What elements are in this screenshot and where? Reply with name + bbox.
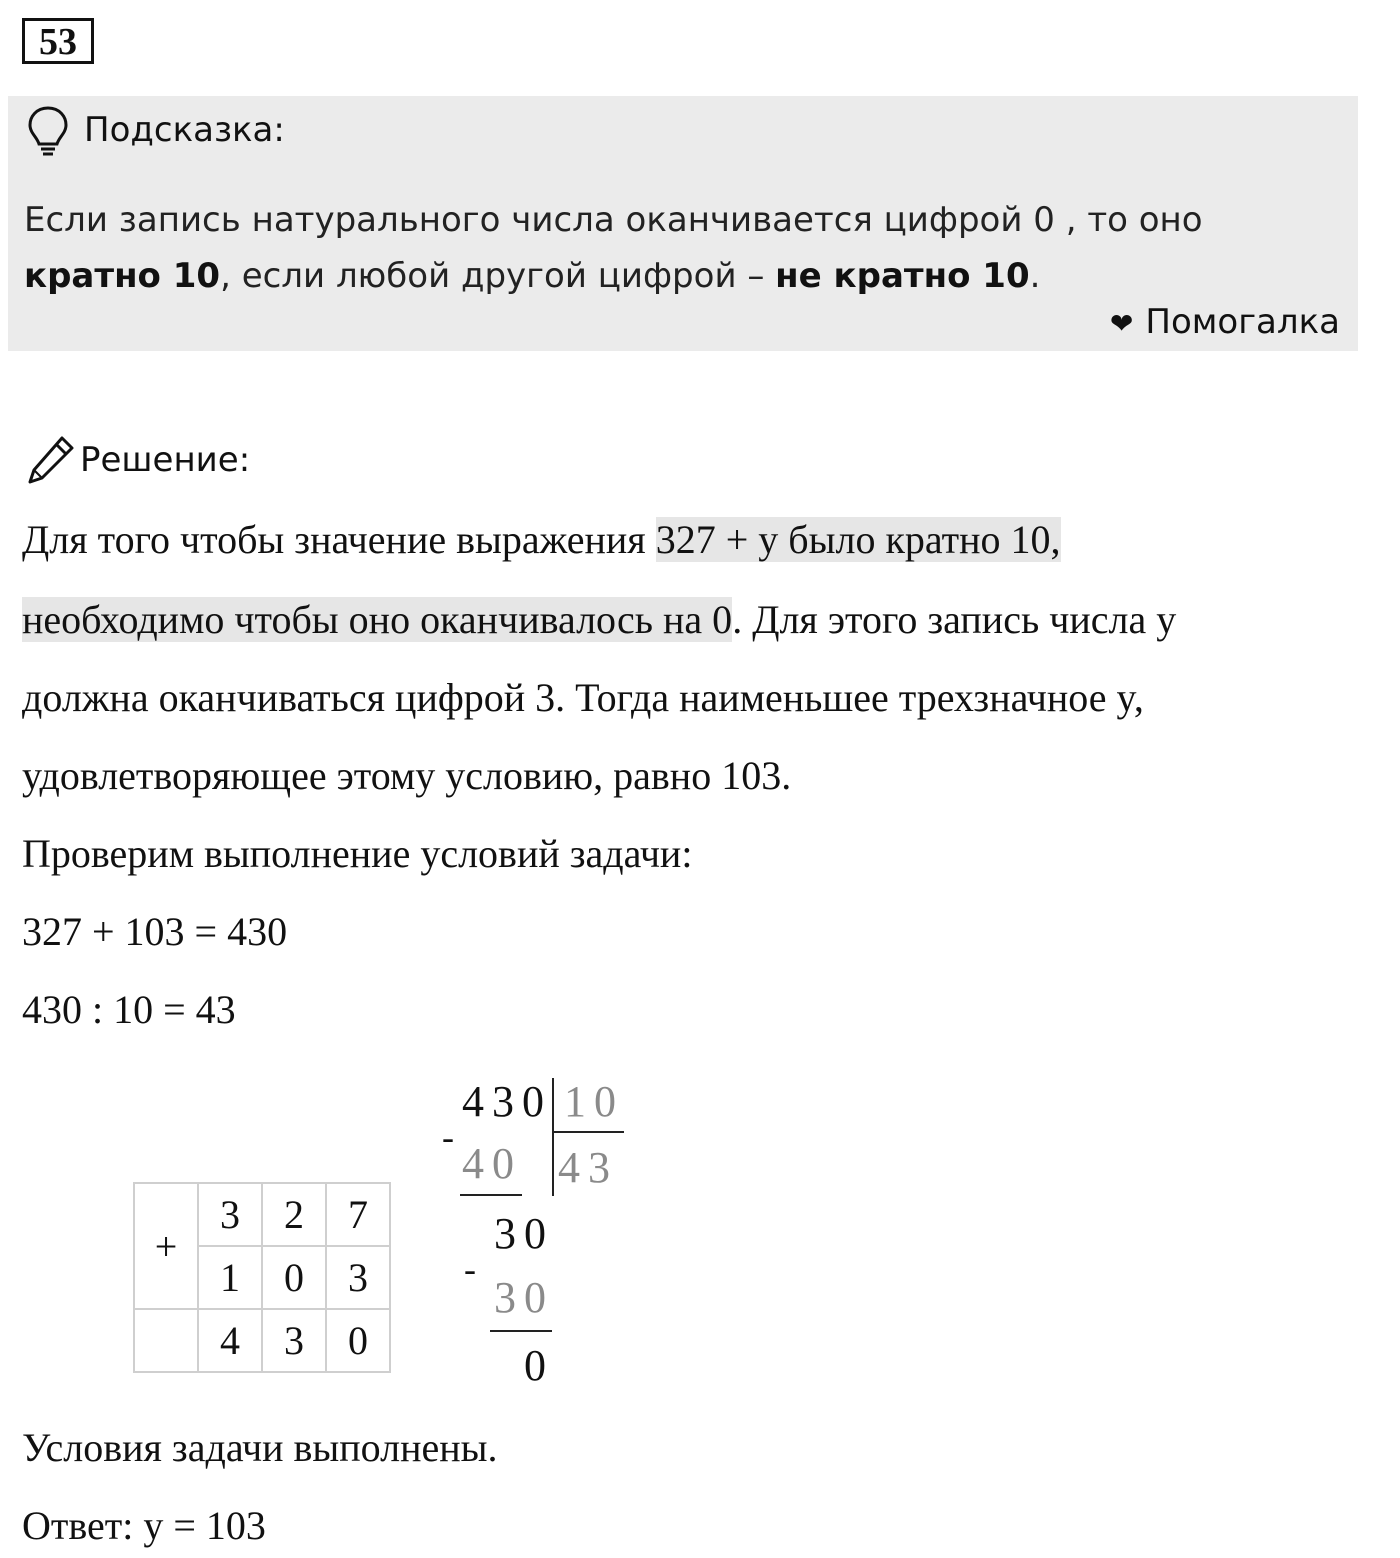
addend2-digit: 3 [326,1246,390,1309]
addend2-digit: 0 [262,1246,326,1309]
solution-line-5: Проверим выполнение условий задачи: [22,831,693,876]
division-line [460,1194,522,1196]
solution-line-4: удовлетворяющее этому условию, равно 103. [22,753,792,798]
hint-title: Подсказка: [84,110,285,150]
solution-line-2: необходимо чтобы оно оканчивалось на 0. Для этого запись числа y [22,597,1177,642]
answer: Ответ: y = 103 [22,1503,266,1548]
addition-column-table [133,1182,391,1373]
equation-sum: 327 + 103 = 430 [22,909,288,954]
equation-division: 430 : 10 = 43 [22,987,236,1032]
hint-text: Если запись натурального числа оканчивается цифрой 0 , то оно кратно 10, если любой другой цифрой – не кратно 10. [24,200,1203,296]
plus-sign: + [134,1183,198,1309]
divisor-underline [552,1131,624,1133]
remainder-1: 30 [494,1209,554,1258]
task-number: 53 [22,18,94,64]
hint-box [8,96,1358,351]
long-division [440,1070,680,1390]
conclusion: Условия задачи выполнены. [22,1425,498,1470]
remainder-final: 0 [524,1341,554,1390]
division-line [490,1330,552,1332]
lightbulb-icon [26,104,70,158]
helper-link[interactable]: ❤ Помогалка [1109,302,1340,342]
division-vertical-line [552,1078,554,1196]
dividend: 430 [462,1077,552,1126]
pencil-icon [26,434,76,486]
sum-digit: 0 [326,1309,390,1372]
empty-cell [134,1309,198,1372]
solution-title: Решение: [80,440,251,480]
quotient: 43 [558,1143,618,1192]
sum-digit: 4 [198,1309,262,1372]
divisor: 10 [564,1077,624,1126]
heart-icon: ❤ [1109,307,1134,340]
addend1-digit: 2 [262,1183,326,1246]
solution-line-3: должна оканчиваться цифрой 3. Тогда наименьшее трехзначное y, [22,675,1144,720]
subtrahend-2: 30 [494,1273,554,1322]
addend2-digit: 1 [198,1246,262,1309]
addend1-digit: 7 [326,1183,390,1246]
minus-sign: - [442,1117,462,1157]
sum-digit: 3 [262,1309,326,1372]
subtrahend-1: 40 [462,1139,522,1188]
solution-line-1: Для того чтобы значение выражения 327 + y было кратно 10, [22,517,1061,562]
addend1-digit: 3 [198,1183,262,1246]
minus-sign: - [464,1249,484,1289]
